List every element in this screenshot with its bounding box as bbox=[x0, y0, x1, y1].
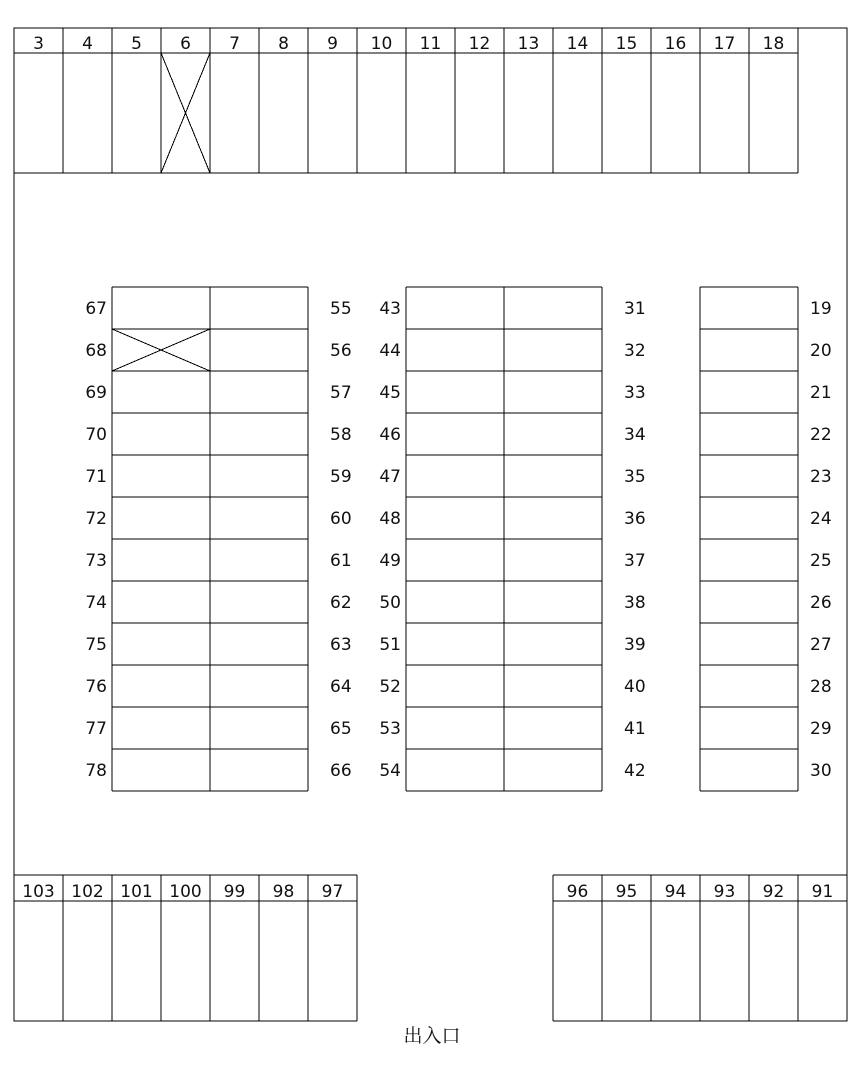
space-number-22: 22 bbox=[810, 425, 832, 445]
space-number-72: 72 bbox=[85, 509, 107, 529]
space-number-60: 60 bbox=[330, 509, 352, 529]
space-number-75: 75 bbox=[85, 635, 107, 655]
space-number-17: 17 bbox=[713, 34, 736, 54]
space-number-31: 31 bbox=[624, 299, 646, 319]
space-number-102: 102 bbox=[71, 882, 104, 902]
space-number-69: 69 bbox=[85, 383, 107, 403]
space-number-20: 20 bbox=[810, 341, 832, 361]
space-number-61: 61 bbox=[330, 551, 352, 571]
space-number-13: 13 bbox=[517, 34, 540, 54]
space-number-53: 53 bbox=[379, 719, 401, 739]
top-parking-row bbox=[14, 28, 798, 173]
entrance-label: 出入口 bbox=[403, 1025, 461, 1047]
space-number-3: 3 bbox=[33, 34, 44, 54]
space-number-41: 41 bbox=[624, 719, 646, 739]
space-number-48: 48 bbox=[379, 509, 401, 529]
space-number-66: 66 bbox=[330, 761, 352, 781]
space-number-46: 46 bbox=[379, 425, 401, 445]
space-number-43: 43 bbox=[379, 299, 401, 319]
space-number-70: 70 bbox=[85, 425, 107, 445]
space-number-26: 26 bbox=[810, 593, 832, 613]
space-number-4: 4 bbox=[82, 34, 93, 54]
space-number-33: 33 bbox=[624, 383, 646, 403]
space-number-5: 5 bbox=[131, 34, 142, 54]
space-number-50: 50 bbox=[379, 593, 401, 613]
space-number-55: 55 bbox=[330, 299, 352, 319]
space-number-51: 51 bbox=[379, 635, 401, 655]
bottom-right-parking-row bbox=[553, 875, 847, 1021]
space-number-14: 14 bbox=[566, 34, 589, 54]
space-number-64: 64 bbox=[330, 677, 352, 697]
space-number-40: 40 bbox=[624, 677, 646, 697]
space-number-58: 58 bbox=[330, 425, 352, 445]
space-number-74: 74 bbox=[85, 593, 107, 613]
space-number-76: 76 bbox=[85, 677, 107, 697]
parking-block-b bbox=[379, 287, 645, 791]
space-number-68: 68 bbox=[85, 341, 107, 361]
space-number-96: 96 bbox=[566, 882, 589, 902]
space-number-49: 49 bbox=[379, 551, 401, 571]
space-number-23: 23 bbox=[810, 467, 832, 487]
space-number-39: 39 bbox=[624, 635, 646, 655]
space-number-45: 45 bbox=[379, 383, 401, 403]
parking-block-c bbox=[700, 287, 832, 791]
parking-block-a bbox=[85, 287, 351, 791]
space-number-16: 16 bbox=[664, 34, 687, 54]
space-number-63: 63 bbox=[330, 635, 352, 655]
outer-wall bbox=[14, 28, 847, 1021]
space-number-52: 52 bbox=[379, 677, 401, 697]
space-number-25: 25 bbox=[810, 551, 832, 571]
space-number-47: 47 bbox=[379, 467, 401, 487]
space-number-10: 10 bbox=[370, 34, 393, 54]
space-number-11: 11 bbox=[419, 34, 442, 54]
space-number-37: 37 bbox=[624, 551, 646, 571]
space-number-57: 57 bbox=[330, 383, 352, 403]
space-number-36: 36 bbox=[624, 509, 646, 529]
space-number-99: 99 bbox=[223, 882, 246, 902]
space-number-77: 77 bbox=[85, 719, 107, 739]
space-number-94: 94 bbox=[664, 882, 687, 902]
space-number-59: 59 bbox=[330, 467, 352, 487]
space-number-54: 54 bbox=[379, 761, 401, 781]
bottom-left-parking-row bbox=[14, 875, 357, 1021]
space-number-78: 78 bbox=[85, 761, 107, 781]
space-number-65: 65 bbox=[330, 719, 352, 739]
space-number-91: 91 bbox=[811, 882, 834, 902]
space-number-24: 24 bbox=[810, 509, 832, 529]
space-number-8: 8 bbox=[278, 34, 289, 54]
space-number-18: 18 bbox=[762, 34, 785, 54]
space-number-21: 21 bbox=[810, 383, 832, 403]
space-number-27: 27 bbox=[810, 635, 832, 655]
space-number-28: 28 bbox=[810, 677, 832, 697]
space-number-92: 92 bbox=[762, 882, 785, 902]
space-number-67: 67 bbox=[85, 299, 107, 319]
space-number-71: 71 bbox=[85, 467, 107, 487]
space-number-101: 101 bbox=[120, 882, 153, 902]
space-number-15: 15 bbox=[615, 34, 638, 54]
space-number-98: 98 bbox=[272, 882, 295, 902]
space-number-73: 73 bbox=[85, 551, 107, 571]
space-number-44: 44 bbox=[379, 341, 401, 361]
space-number-32: 32 bbox=[624, 341, 646, 361]
space-number-35: 35 bbox=[624, 467, 646, 487]
space-number-29: 29 bbox=[810, 719, 832, 739]
space-number-30: 30 bbox=[810, 761, 832, 781]
space-number-9: 9 bbox=[327, 34, 338, 54]
space-number-62: 62 bbox=[330, 593, 352, 613]
space-number-42: 42 bbox=[624, 761, 646, 781]
space-number-97: 97 bbox=[321, 882, 344, 902]
space-number-93: 93 bbox=[713, 882, 736, 902]
space-number-56: 56 bbox=[330, 341, 352, 361]
space-number-19: 19 bbox=[810, 299, 832, 319]
space-number-95: 95 bbox=[615, 882, 638, 902]
space-number-7: 7 bbox=[229, 34, 240, 54]
space-number-100: 100 bbox=[169, 882, 202, 902]
space-number-6: 6 bbox=[180, 34, 191, 54]
space-number-34: 34 bbox=[624, 425, 646, 445]
space-number-12: 12 bbox=[468, 34, 491, 54]
space-number-38: 38 bbox=[624, 593, 646, 613]
space-number-103: 103 bbox=[22, 882, 55, 902]
